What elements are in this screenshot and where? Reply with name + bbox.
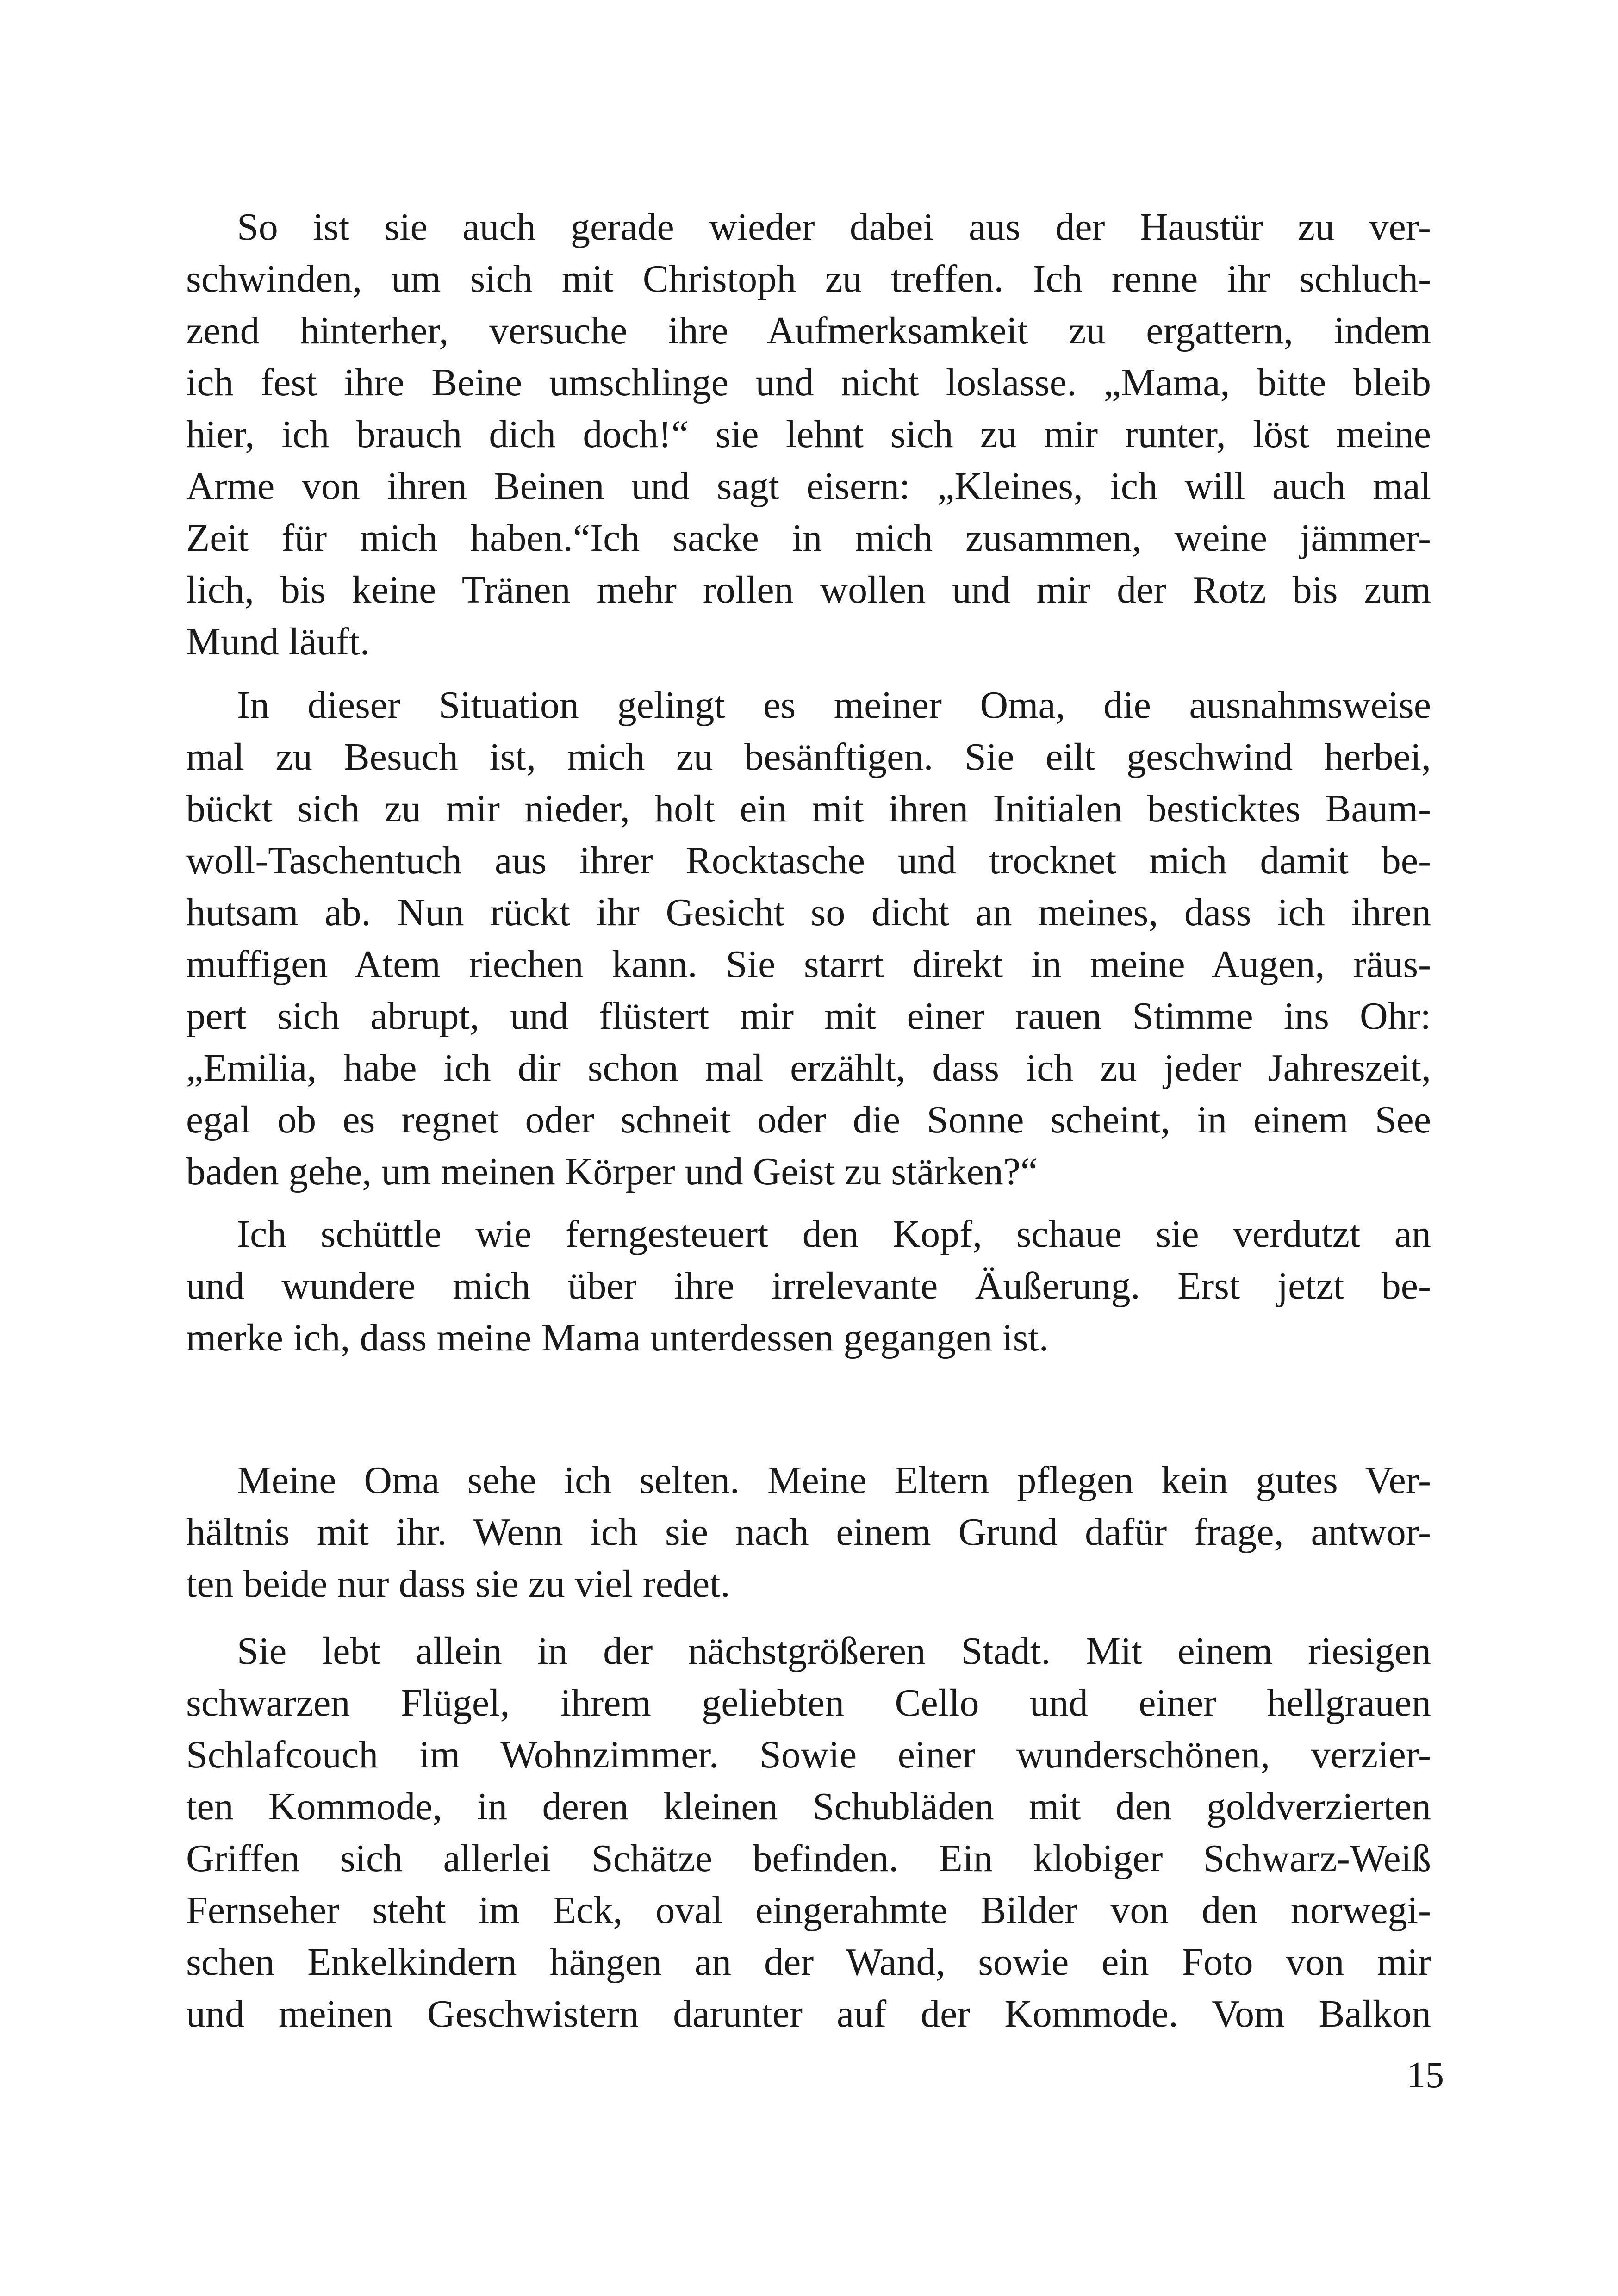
text-line: Mund läuft. — [186, 620, 370, 663]
text-line: und wundere mich über ihre irrelevante Äußerung. Erst jetzt be- — [186, 1264, 1431, 1307]
text-line: Ich schüttle wie ferngesteuert den Kopf, schaue sie verdutzt an — [237, 1213, 1431, 1256]
text-line: bückt sich zu mir nieder, holt ein mit ihren Initialen besticktes Baum- — [186, 787, 1431, 830]
text-line: lich, bis keine Tränen mehr rollen wollen und mir der Rotz bis zum — [186, 568, 1431, 611]
text-line: hutsam ab. Nun rückt ihr Gesicht so dicht an meines, dass ich ihren — [186, 891, 1431, 934]
text-line: schwinden, um sich mit Christoph zu treffen. Ich renne ihr schluch- — [186, 257, 1431, 300]
paragraph-3 — [186, 1208, 1431, 1364]
text-line: In dieser Situation gelingt es meiner Oma, die ausnahmsweise — [237, 684, 1431, 727]
paragraph-4 — [186, 1455, 1431, 1610]
text-line: So ist sie auch gerade wieder dabei aus der Haustür zu ver- — [237, 205, 1431, 249]
paragraph-2 — [186, 679, 1431, 1198]
text-line: mal zu Besuch ist, mich zu besänftigen. Sie eilt geschwind herbei, — [186, 735, 1431, 778]
text-line: schen Enkelkindern hängen an der Wand, sowie ein Foto von mir — [186, 1941, 1431, 1984]
text-line: merke ich, dass meine Mama unterdessen gegangen ist. — [186, 1316, 1049, 1359]
paragraph-1 — [186, 201, 1431, 668]
text-line: Meine Oma sehe ich selten. Meine Eltern pflegen kein gutes Ver- — [237, 1459, 1431, 1502]
text-line: hier, ich brauch dich doch!“ sie lehnt sich zu mir runter, löst meine — [186, 413, 1431, 456]
text-line: muffigen Atem riechen kann. Sie starrt direkt in meine Augen, räus- — [186, 943, 1431, 986]
text-line: Schlafcouch im Wohnzimmer. Sowie einer wunderschönen, verzier- — [186, 1733, 1431, 1776]
text-line: pert sich abrupt, und flüstert mir mit einer rauen Stimme ins Ohr: — [186, 995, 1431, 1038]
text-line: „Emilia, habe ich dir schon mal erzählt, dass ich zu jeder Jahreszeit, — [186, 1046, 1431, 1089]
text-line: hältnis mit ihr. Wenn ich sie nach einem Grund dafür frage, antwor- — [186, 1511, 1431, 1554]
text-line: Sie lebt allein in der nächstgrößeren Stadt. Mit einem riesigen — [237, 1630, 1431, 1673]
text-line: baden gehe, um meinen Körper und Geist zu stärken?“ — [186, 1150, 1038, 1193]
text-line: Griffen sich allerlei Schätze befinden. Ein klobiger Schwarz-Weiß — [186, 1837, 1431, 1880]
text-line: zend hinterher, versuche ihre Aufmerksamkeit zu ergattern, indem — [186, 309, 1431, 352]
text-line: schwarzen Flügel, ihrem geliebten Cello und einer hellgrauen — [186, 1681, 1431, 1724]
text-line: und meinen Geschwistern darunter auf der Kommode. Vom Balkon — [186, 1992, 1431, 2035]
page-number: 15 — [1407, 2055, 1444, 2096]
paragraph-5 — [186, 1625, 1431, 2040]
text-line: Arme von ihren Beinen und sagt eisern: „Kleines, ich will auch mal — [186, 465, 1431, 508]
text-line: egal ob es regnet oder schneit oder die Sonne scheint, in einem See — [186, 1098, 1431, 1141]
text-line: Zeit für mich haben.“Ich sacke in mich zusammen, weine jämmer- — [186, 516, 1431, 560]
text-line: ten Kommode, in deren kleinen Schubläden mit den goldverzierten — [186, 1785, 1431, 1828]
text-line: woll-Taschentuch aus ihrer Rocktasche und trocknet mich damit be- — [186, 839, 1431, 882]
text-line: Fernseher steht im Eck, oval eingerahmte Bilder von den norwegi- — [186, 1889, 1431, 1932]
text-line: ich fest ihre Beine umschlinge und nicht loslasse. „Mama, bitte bleib — [186, 361, 1431, 404]
text-line: ten beide nur dass sie zu viel redet. — [186, 1562, 730, 1605]
